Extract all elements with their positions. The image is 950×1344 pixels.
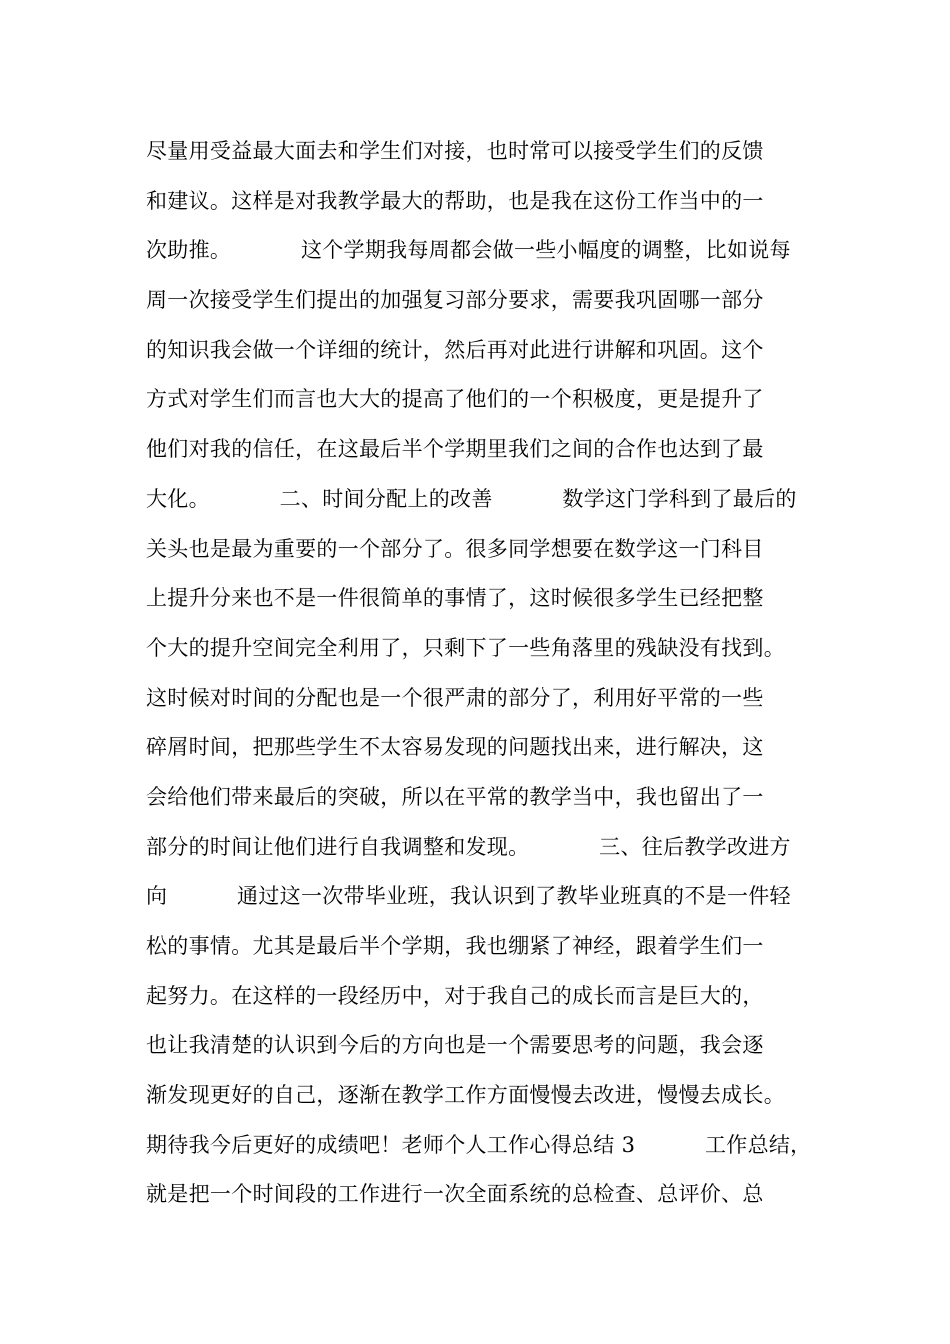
text-line: 也让我清楚的认识到今后的方向也是一个需要思考的问题，我会逐: [146, 1033, 764, 1058]
text-line: 渐发现更好的自己，逐渐在教学工作方面慢慢去改进，慢慢去成长。: [146, 1083, 785, 1108]
text-line: 大化。 二、时间分配上的改善 数学这门学科到了最后的: [146, 486, 797, 511]
text-line: 期待我今后更好的成绩吧！老师个人工作心得总结 3 工作总结，: [146, 1132, 812, 1157]
text-line: 次助推。 这个学期我每周都会做一些小幅度的调整，比如说每: [146, 238, 791, 263]
body-text: [146, 127, 836, 1220]
text-line: 会给他们带来最后的突破，所以在平常的教学当中，我也留出了一: [146, 784, 764, 809]
text-line: 他们对我的信任，在这最后半个学期里我们之间的合作也达到了最: [146, 437, 764, 462]
text-line: 起努力。在这样的一段经历中，对于我自己的成长而言是巨大的，: [146, 983, 764, 1008]
text-line: 个大的提升空间完全利用了，只剩下了一些角落里的残缺没有找到。: [146, 635, 785, 660]
text-line: 尽量用受益最大面去和学生们对接，也时常可以接受学生们的反馈: [146, 139, 764, 163]
text-line: 松的事情。尤其是最后半个学期，我也绷紧了神经，跟着学生们一: [146, 934, 764, 958]
text-line: 这时候对时间的分配也是一个很严肃的部分了，利用好平常的一些: [146, 685, 764, 710]
text-line: 周一次接受学生们提出的加强复习部分要求，需要我巩固哪一部分: [146, 288, 764, 313]
text-line: 关头也是最为重要的一个部分了。很多同学想要在数学这一门科目: [146, 536, 764, 561]
text-line: 部分的时间让他们进行自我调整和发现。 三、往后教学改进方: [146, 834, 791, 859]
text-line: 方式对学生们而言也大大的提高了他们的一个积极度，更是提升了: [146, 387, 764, 412]
text-line: 的知识我会做一个详细的统计，然后再对此进行讲解和巩固。这个: [146, 337, 764, 362]
text-line: 向 通过这一次带毕业班，我认识到了教毕业班真的不是一件轻: [146, 884, 791, 909]
text-line: 就是把一个时间段的工作进行一次全面系统的总检查、总评价、总: [146, 1182, 764, 1207]
text-line: 碎屑时间，把那些学生不太容易发现的问题找出来，进行解决，这: [146, 735, 764, 760]
text-line: 上提升分来也不是一件很简单的事情了，这时候很多学生已经把整: [146, 586, 764, 611]
text-line: 和建议。这样是对我教学最大的帮助，也是我在这份工作当中的一: [146, 188, 764, 213]
